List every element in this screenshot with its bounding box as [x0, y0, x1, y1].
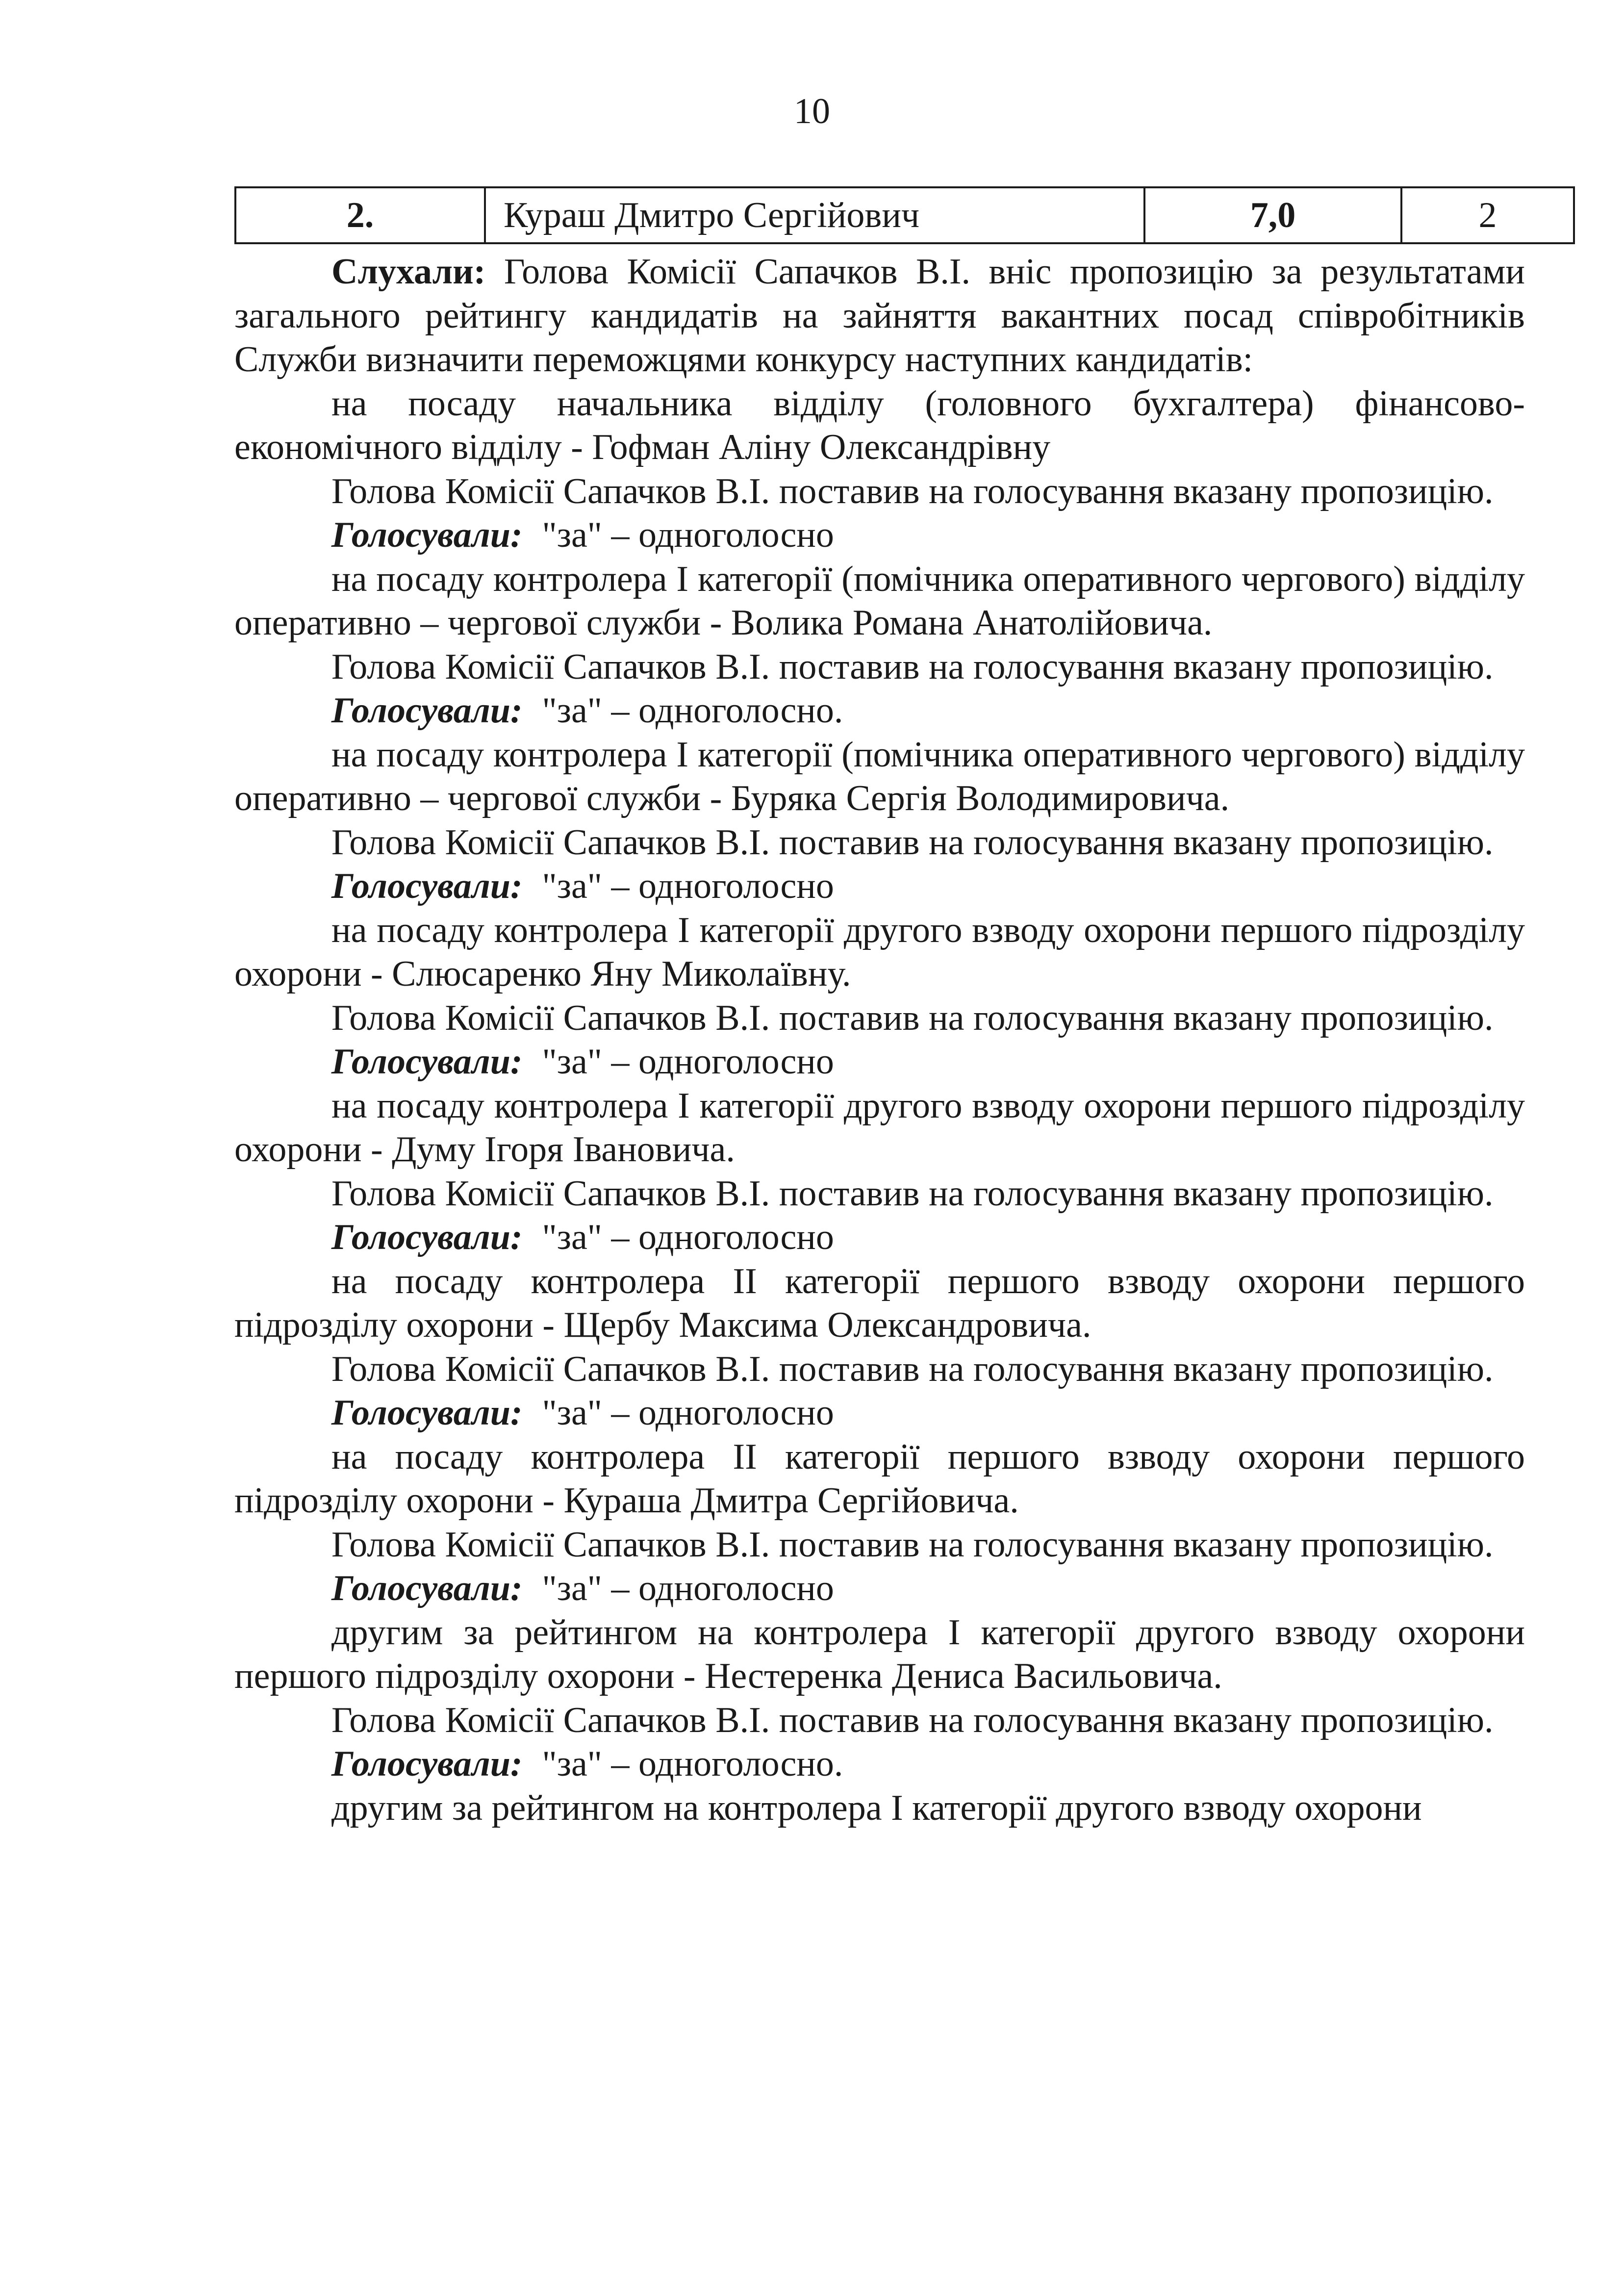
candidate-name-cell: Кураш Дмитро Сергійович — [485, 187, 1144, 243]
nomination-paragraph: на посаду контролера І категорії другого взводу охорони першого підрозділу охорони - Слюсаренко Яну Миколаївну. — [234, 910, 1525, 994]
nomination-paragraph: на посаду контролера І категорії (помічника оперативного чергового) відділу оперативно – чергової служби - Буряка Сергія Володимировича. — [234, 734, 1525, 818]
vote-result: – одноголосно — [611, 1042, 834, 1082]
chair-proposal-paragraph: Голова Комісії Сапачков В.І. поставив на голосування вказану пропозицію. — [331, 997, 1494, 1038]
voted-for: "за" — [542, 1568, 603, 1608]
chair-proposal-paragraph: Голова Комісії Сапачков В.І. поставив на голосування вказану пропозицію. — [331, 1349, 1494, 1389]
voted-label: Голосували: — [331, 1568, 523, 1608]
vote-line — [234, 513, 1525, 558]
nomination-paragraph: на посаду контролера ІІ категорії першого взводу охорони першого підрозділу охорони - Кураша Дмитра Сергійовича. — [234, 1436, 1525, 1521]
voted-for: "за" — [542, 1042, 603, 1082]
voted-for: "за" — [542, 515, 603, 555]
vote-result: – одноголосно — [611, 515, 834, 555]
table-row — [235, 187, 1574, 243]
voted-for: "за" — [542, 1744, 603, 1784]
vote-result: – одноголосно — [611, 1393, 834, 1433]
protocol-text — [234, 250, 1525, 1830]
chair-proposal-paragraph: Голова Комісії Сапачков В.І. поставив на голосування вказану пропозицію. — [331, 1700, 1494, 1740]
vote-line — [234, 1040, 1525, 1084]
voted-for: "за" — [542, 1393, 603, 1433]
nomination-paragraph: на посаду контролера ІІ категорії першого взводу охорони першого підрозділу охорони - Щербу Максима Олександровича. — [234, 1261, 1525, 1345]
heard-paragraph — [234, 250, 1525, 382]
nomination-paragraph: на посаду начальника відділу (головного бухгалтера) фінансово-економічного відділу - Гофман Аліну Олександрівну — [234, 383, 1525, 467]
nomination-paragraph: другим за рейтингом на контролера І категорії другого взводу охорони першого підрозділу охорони - Нестеренка Дениса Васильовича. — [234, 1612, 1525, 1696]
vote-result: – одноголосно — [611, 1217, 834, 1257]
vote-line — [234, 1391, 1525, 1435]
nomination-paragraph: на посаду контролера І категорії (помічника оперативного чергового) відділу оперативно – чергової служби - Волика Романа Анатолійовича. — [234, 559, 1525, 643]
vote-result: – одноголосно — [611, 866, 834, 906]
voted-label: Голосували: — [331, 1042, 523, 1082]
rating-table — [234, 186, 1575, 244]
voted-label: Голосували: — [331, 690, 523, 731]
nomination-paragraph: на посаду контролера І категорії другого взводу охорони першого підрозділу охорони - Думу Ігоря Івановича. — [234, 1085, 1525, 1170]
page-number: 10 — [794, 91, 830, 131]
voted-label: Голосували: — [331, 515, 523, 555]
vote-line — [234, 865, 1525, 909]
vote-result: – одноголосно — [611, 1568, 834, 1608]
chair-proposal-paragraph: Голова Комісії Сапачков В.І. поставив на голосування вказану пропозицію. — [331, 822, 1494, 863]
heard-text: Голова Комісії Сапачков В.І. вніс пропозицію за результатами загального рейтингу кандидатів на зайняття вакантних посад співробітників Служби визначити переможцями конкурсу наступних кандидатів: — [234, 252, 1525, 380]
vote-line — [234, 1216, 1525, 1260]
vote-line — [234, 1567, 1525, 1611]
vote-result: – одноголосно. — [611, 690, 843, 731]
vote-result: – одноголосно. — [611, 1744, 843, 1784]
voted-label: Голосували: — [331, 1217, 523, 1257]
vote-line — [234, 1742, 1525, 1786]
vote-line — [234, 689, 1525, 733]
voted-for: "за" — [542, 690, 603, 731]
voted-label: Голосували: — [331, 1744, 523, 1784]
chair-proposal-paragraph: Голова Комісії Сапачков В.І. поставив на голосування вказану пропозицію. — [331, 1524, 1494, 1565]
rank-cell: 2 — [1401, 187, 1574, 243]
voted-for: "за" — [542, 866, 603, 906]
chair-proposal-paragraph: Голова Комісії Сапачков В.І. поставив на голосування вказану пропозицію. — [331, 1173, 1494, 1214]
nomination-paragraph: другим за рейтингом на контролера І категорії другого взводу охорони — [331, 1787, 1422, 1828]
heard-label: Слухали: — [331, 252, 486, 292]
voted-label: Голосували: — [331, 1393, 523, 1433]
voted-label: Голосували: — [331, 866, 523, 906]
voted-for: "за" — [542, 1217, 603, 1257]
row-index-cell: 2. — [235, 187, 485, 243]
score-cell: 7,0 — [1144, 187, 1401, 243]
chair-proposal-paragraph: Голова Комісії Сапачков В.І. поставив на голосування вказану пропозицію. — [331, 646, 1494, 687]
chair-proposal-paragraph: Голова Комісії Сапачков В.І. поставив на голосування вказану пропозицію. — [331, 471, 1494, 511]
